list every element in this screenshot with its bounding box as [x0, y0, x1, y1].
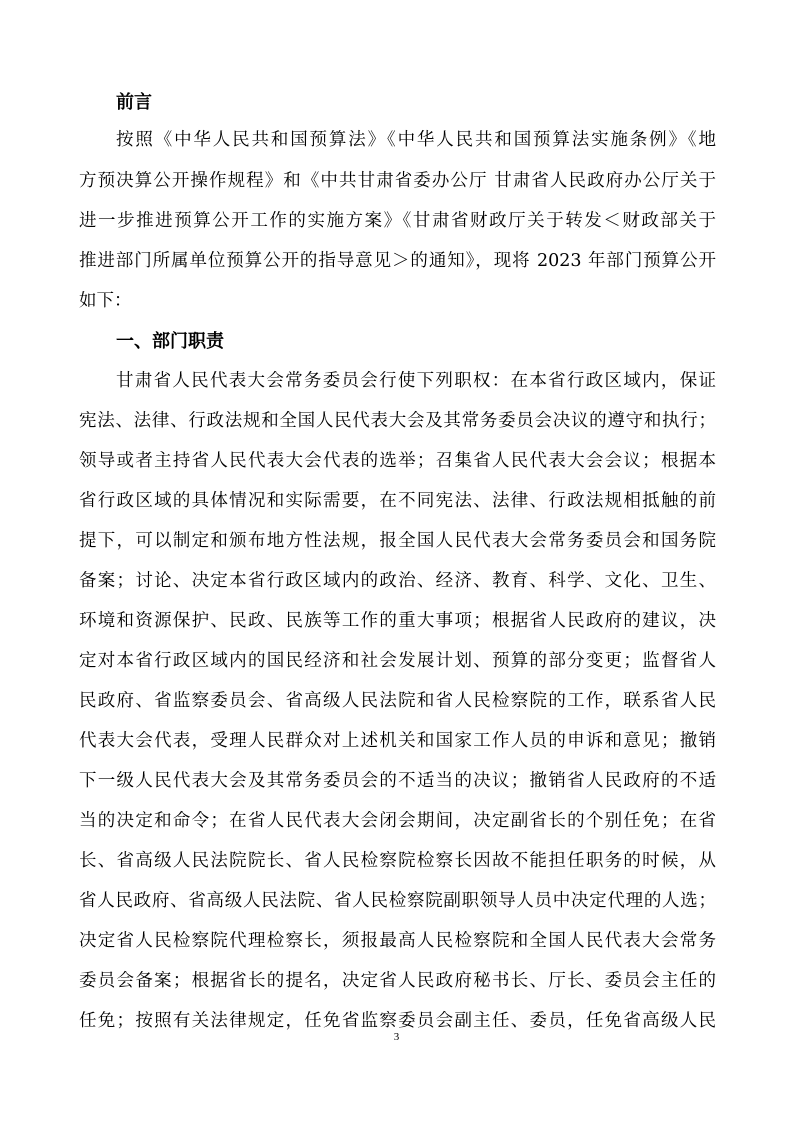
section-line: 备案；讨论、决定本省行政区域内的政治、经济、教育、科学、文化、卫生、 [79, 571, 716, 591]
preface-line: 进一步推进预算公开工作的实施方案》《甘肃省财政厅关于转发＜财政部关于 [79, 211, 716, 231]
preface-heading: 前言 [116, 92, 152, 113]
section-line: 省人民政府、省高级人民法院、省人民检察院副职领导人员中决定代理的人选； [79, 891, 716, 911]
preface-line: 推进部门所属单位预算公开的指导意见＞的通知》，现将 2023 年部门预算公开 [79, 251, 716, 271]
section-line: 领导或者主持省人民代表大会代表的选举；召集省人民代表大会会议；根据本 [79, 451, 716, 471]
section-line: 宪法、法律、行政法规和全国人民代表大会及其常务委员会决议的遵守和执行； [79, 411, 716, 431]
section-line: 提下，可以制定和颁布地方性法规，报全国人民代表大会常务委员会和国务院 [79, 531, 716, 551]
page-number: 3 [393, 1031, 400, 1043]
section-line: 省行政区域的具体情况和实际需要，在不同宪法、法律、行政法规相抵触的前 [79, 491, 716, 511]
section-line: 任免；按照有关法律规定，任免省监察委员会副主任、委员，任免省高级人民 [79, 1011, 716, 1031]
section-heading-department-duties: 一、部门职责 [116, 331, 224, 352]
section-line: 委员会备案；根据省长的提名，决定省人民政府秘书长、厅长、委员会主任的 [79, 971, 716, 991]
section-line: 下一级人民代表大会及其常务委员会的不适当的决议；撤销省人民政府的不适 [79, 771, 716, 791]
preface-line: 如下： [79, 291, 132, 311]
section-line: 甘肃省人民代表大会常务委员会行使下列职权：在本省行政区域内，保证 [116, 371, 716, 391]
section-line: 民政府、省监察委员会、省高级人民法院和省人民检察院的工作，联系省人民 [79, 691, 716, 711]
section-line: 环境和资源保护、民政、民族等工作的重大事项；根据省人民政府的建议，决 [79, 611, 716, 631]
preface-line: 按照《中华人民共和国预算法》《中华人民共和国预算法实施条例》《地 [116, 130, 716, 150]
section-line: 长、省高级人民法院院长、省人民检察院检察长因故不能担任职务的时候，从 [79, 851, 716, 871]
section-line: 定对本省行政区域内的国民经济和社会发展计划、预算的部分变更；监督省人 [79, 651, 716, 671]
section-line: 代表大会代表，受理人民群众对上述机关和国家工作人员的申诉和意见；撤销 [79, 731, 716, 751]
section-line: 决定省人民检察院代理检察长，须报最高人民检察院和全国人民代表大会常务 [79, 931, 716, 951]
section-line: 当的决定和命令；在省人民代表大会闭会期间，决定副省长的个别任免；在省 [79, 811, 716, 831]
preface-line: 方预决算公开操作规程》和《中共甘肃省委办公厅 甘肃省人民政府办公厅关于 [79, 171, 716, 191]
